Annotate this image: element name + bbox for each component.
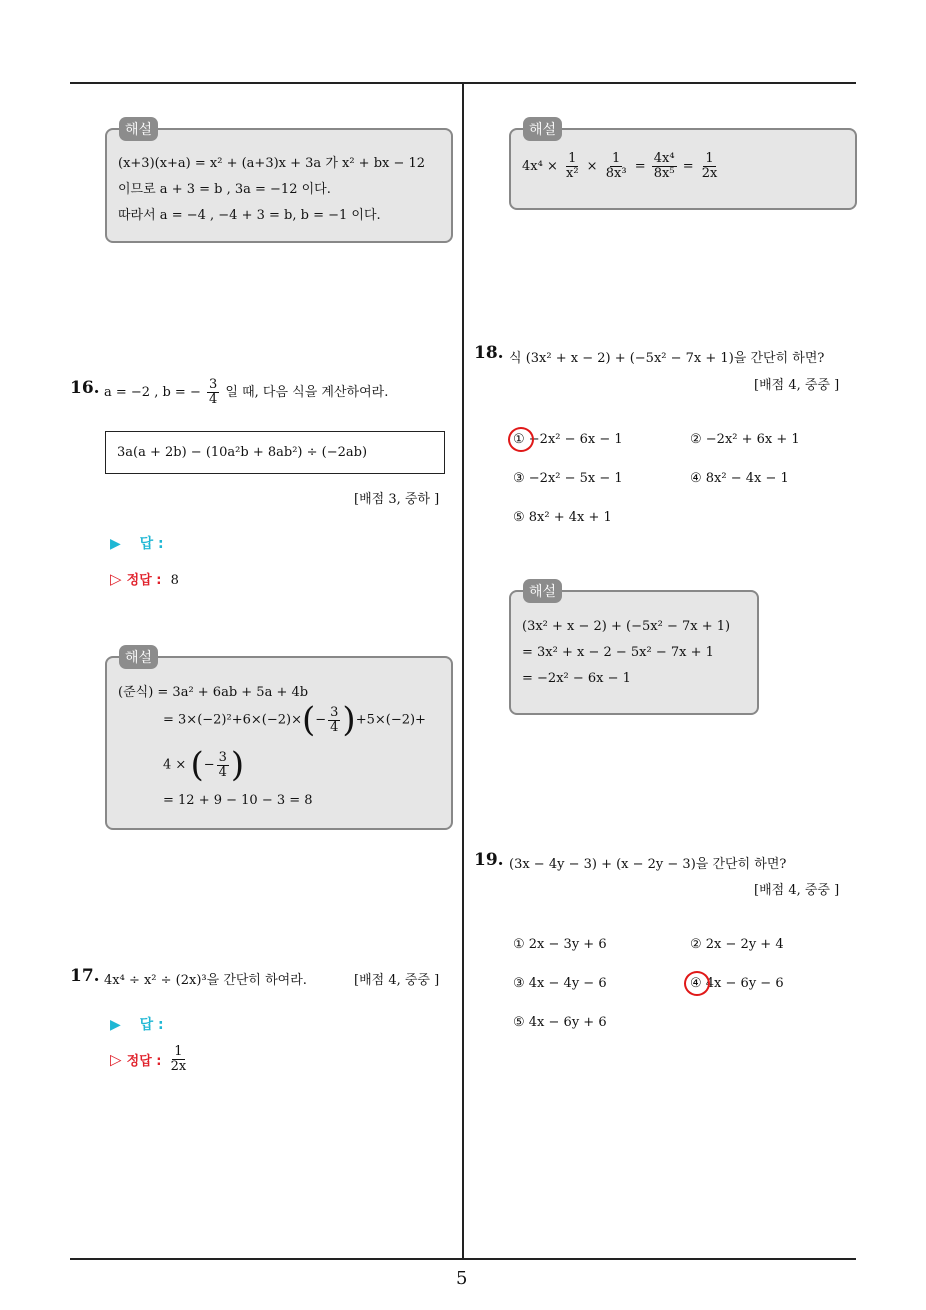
center-divider — [462, 83, 464, 1259]
solution-line — [522, 152, 721, 181]
option-2[interactable]: ② −2x² + 6x + 1 — [690, 432, 800, 447]
solution-line — [163, 745, 245, 785]
page-number: 5 — [456, 1268, 468, 1289]
play-icon: ▶ — [110, 1017, 121, 1033]
correct-answer-row — [110, 569, 179, 588]
question-number: 17. — [70, 966, 100, 986]
triangle-outline-icon: ▷ — [110, 570, 122, 588]
correct-label: 정답 : — [126, 573, 162, 588]
fraction-numerator: 3 — [218, 749, 227, 765]
solution-line: 이므로 a + 3 = b , 3a = −12 이다. — [118, 182, 331, 197]
question-text: 식 (3x² + x − 2) + (−5x² − 7x + 1)을 간단히 하면? — [509, 351, 825, 366]
solution-text: = — [634, 159, 646, 174]
option-4[interactable]: ④ 4x − 6y − 6 — [690, 976, 784, 991]
answer-row — [110, 1014, 164, 1034]
solution-text: × — [586, 159, 598, 174]
fraction-numerator: 1 — [705, 151, 714, 166]
option-1[interactable]: ① 2x − 3y + 6 — [513, 937, 607, 952]
score-label: [배점 4, 중중 ] — [754, 378, 840, 393]
option-5[interactable]: ⑤ 4x − 6y + 6 — [513, 1015, 607, 1030]
solution-line: = −2x² − 6x − 1 — [522, 671, 631, 686]
correct-answer-row — [110, 1045, 190, 1074]
minus-sign: − — [203, 757, 215, 773]
expression: 3a(a + 2b) − (10a²b + 8ab²) ÷ (−2ab) — [117, 445, 368, 460]
solution-text: +5×(−2)+ — [355, 712, 426, 728]
answer-row — [110, 533, 164, 553]
solution-tag: 해설 — [523, 579, 562, 603]
fraction-denominator: 4 — [218, 764, 227, 780]
fraction-numerator: 1 — [568, 151, 577, 166]
solution-line: = 3x² + x − 2 − 5x² − 7x + 1 — [522, 645, 714, 660]
score-label: [배점 4, 중중 ] — [754, 883, 840, 898]
solution-line: (x+3)(x+a) = x² + (a+3)x + 3a 가 x² + bx − 12 — [118, 156, 426, 171]
solution-line: (준식) = 3a² + 6ab + 5a + 4b — [118, 685, 309, 700]
correct-value: 8 — [170, 573, 179, 588]
fraction-denominator: 8x⁵ — [653, 166, 675, 181]
fraction — [652, 152, 677, 181]
fraction-denominator: 8x³ — [605, 166, 627, 181]
solution-text: = — [682, 159, 694, 174]
solution-text: = 3×(−2)²+6×(−2)× — [163, 712, 302, 728]
question-number: 16. — [70, 378, 100, 398]
right-paren: ) — [230, 745, 245, 785]
left-paren: ( — [190, 745, 204, 785]
fraction-denominator: 4 — [208, 392, 218, 407]
solution-text: 4x⁴ × — [522, 159, 558, 174]
fraction-numerator: 4x⁴ — [653, 151, 675, 166]
answer-circle-mark — [684, 971, 710, 996]
option-2[interactable]: ② 2x − 2y + 4 — [690, 937, 784, 952]
answer-label: 답 : — [139, 1017, 164, 1033]
fraction — [217, 751, 229, 780]
fraction — [564, 152, 581, 181]
solution-line: 따라서 a = −4 , −4 + 3 = b, b = −1 이다. — [118, 208, 381, 223]
solution-tag: 해설 — [119, 117, 158, 141]
option-1[interactable]: ① −2x² − 6x − 1 — [513, 432, 623, 447]
question-prefix: a = −2 , b = − — [104, 385, 201, 400]
fraction-numerator: 3 — [330, 704, 339, 720]
fraction-numerator: 1 — [611, 151, 621, 166]
triangle-outline-icon: ▷ — [110, 1050, 122, 1069]
question-text: 4x⁴ ÷ x² ÷ (2x)³을 간단히 하여라. — [104, 973, 307, 988]
left-paren: ( — [301, 700, 316, 740]
solution-line: (3x² + x − 2) + (−5x² − 7x + 1) — [522, 619, 731, 634]
bottom-rule — [70, 1258, 856, 1260]
solution-line — [163, 700, 426, 740]
fraction-denominator: x² — [565, 166, 579, 181]
solution-tag: 해설 — [119, 645, 158, 669]
option-3[interactable]: ③ −2x² − 5x − 1 — [513, 471, 623, 486]
score-label: [배점 4, 중중 ] — [354, 973, 440, 988]
fraction-denominator: 2x — [701, 166, 718, 181]
fraction-numerator: 3 — [208, 377, 218, 392]
option-5[interactable]: ⑤ 8x² + 4x + 1 — [513, 510, 612, 525]
fraction — [207, 378, 219, 407]
option-3[interactable]: ③ 4x − 4y − 6 — [513, 976, 607, 991]
question-number: 18. — [474, 343, 504, 363]
solution-text: 4 × — [163, 757, 187, 773]
fraction — [700, 152, 720, 181]
play-icon: ▶ — [110, 536, 121, 552]
score-label: [배점 3, 중하 ] — [354, 492, 440, 507]
question-text: (3x − 4y − 3) + (x − 2y − 3)을 간단히 하면? — [509, 857, 787, 872]
fraction — [604, 152, 629, 181]
solution-tag: 해설 — [523, 117, 562, 141]
question-number: 19. — [474, 850, 504, 870]
solution-line: = 12 + 9 − 10 − 3 = 8 — [163, 793, 313, 808]
correct-label: 정답 : — [126, 1054, 162, 1069]
minus-sign: − — [315, 712, 327, 728]
right-paren: ) — [342, 700, 356, 740]
answer-circle-mark — [508, 427, 534, 452]
fraction-denominator: 2x — [170, 1059, 187, 1074]
answer-label: 답 : — [139, 536, 164, 552]
fraction — [328, 706, 340, 735]
option-4[interactable]: ④ 8x² − 4x − 1 — [690, 471, 789, 486]
fraction-numerator: 1 — [174, 1044, 183, 1059]
question-suffix: 일 때, 다음 식을 계산하여라. — [225, 385, 389, 400]
question-text — [104, 378, 388, 407]
fraction-denominator: 4 — [330, 719, 339, 735]
correct-value-fraction — [169, 1045, 189, 1074]
